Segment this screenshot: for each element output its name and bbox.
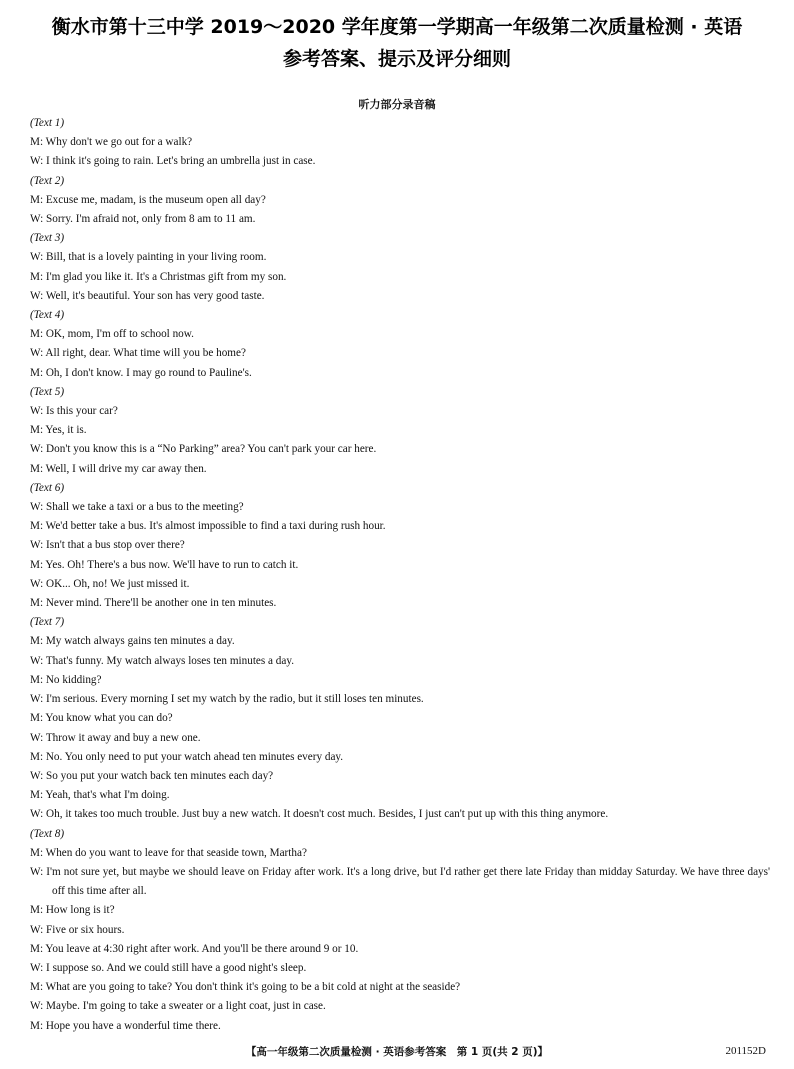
dialogue-line: M: No. You only need to put your watch ahead ten minutes every day.: [30, 750, 344, 763]
dialogue-line: W: Oh, it takes too much trouble. Just buy a new watch. It doesn't cost much. Besides, I just can't put up with this thing anymore.: [30, 808, 609, 821]
dialogue-line: W: I think it's going to rain. Let's bring an umbrella just in case.: [30, 155, 316, 168]
dialogue-line: W: So you put your watch back ten minutes each day?: [30, 769, 274, 782]
document-title: 衡水市第十三中学 2019～2020 学年度第一学期高一年级第二次质量检测 · 英语: [51, 16, 743, 38]
dialogue-line: W: That's funny. My watch always loses ten minutes a day.: [30, 654, 295, 667]
dialogue-line: W: Bill, that is a lovely painting in your living room.: [30, 251, 267, 264]
dialogue-line: W: Isn't that a bus stop over there?: [30, 539, 185, 552]
text-section-label: (Text 6): [30, 481, 65, 494]
dialogue-line: W: All right, dear. What time will you be home?: [30, 347, 246, 360]
dialogue-line: M: Oh, I don't know. I may go round to Pauline's.: [30, 366, 252, 379]
dialogue-line: W: Throw it away and buy a new one.: [30, 731, 201, 744]
text-section-label: (Text 8): [30, 827, 65, 840]
dialogue-line: M: Never mind. There'll be another one in ten minutes.: [30, 597, 277, 610]
dialogue-line: W: I suppose so. And we could still have a good night's sleep.: [30, 961, 307, 974]
text-section-label: (Text 1): [30, 117, 65, 129]
dialogue-line: M: You know what you can do?: [30, 712, 173, 725]
text-section-label: (Text 3): [30, 232, 65, 245]
page-footer: [0, 1044, 794, 1060]
dialogue-line: M: You leave at 4:30 right after work. And you'll be there around 9 or 10.: [30, 942, 359, 955]
dialogue-line: M: Why don't we go out for a walk?: [30, 136, 193, 149]
text-section-label: (Text 5): [30, 385, 65, 398]
dialogue-line: W: Is this your car?: [30, 405, 118, 418]
dialogue-line: M: Excuse me, madam, is the museum open all day?: [30, 193, 266, 206]
dialogue-line: W: Shall we take a taxi or a bus to the meeting?: [30, 501, 244, 514]
dialogue-line: M: Well, I will drive my car away then.: [30, 462, 207, 475]
transcript-body: [30, 114, 770, 1036]
dialogue-line: W: Don't you know this is a “No Parking” area? You can't park your car here.: [30, 443, 377, 456]
dialogue-line: W: Five or six hours.: [30, 923, 125, 936]
dialogue-line: W: Sorry. I'm afraid not, only from 8 am to 11 am.: [30, 213, 256, 226]
dialogue-line: M: What are you going to take? You don't think it's going to be a bit cold at night at the seaside?: [30, 981, 461, 994]
footer-page-info: 【高一年级第二次质量检测 · 英语参考答案 第 1 页(共 2 页)】: [245, 1046, 549, 1058]
dialogue-line: M: Hope you have a wonderful time there.: [30, 1019, 221, 1032]
dialogue-line: W: OK... Oh, no! We just missed it.: [30, 577, 190, 590]
text-section-label: (Text 2): [30, 174, 65, 187]
dialogue-line: M: My watch always gains ten minutes a day.: [30, 635, 235, 648]
dialogue-line: W: I'm serious. Every morning I set my watch by the radio, but it still loses ten minutes.: [30, 693, 424, 706]
dialogue-line: W: Maybe. I'm going to take a sweater or a light coat, just in case.: [30, 1000, 326, 1013]
text-section-label: (Text 7): [30, 616, 65, 629]
dialogue-line: M: OK, mom, I'm off to school now.: [30, 328, 194, 341]
dialogue-line: M: Yes. Oh! There's a bus now. We'll have to run to catch it.: [30, 558, 299, 571]
dialogue-line: W: Well, it's beautiful. Your son has very good taste.: [30, 289, 265, 302]
dialogue-line: W: I'm not sure yet, but maybe we should leave on Friday after work. It's a long drive, but I'd rather get there late Friday than midday Saturday. We have three days' off this time after all.: [30, 865, 770, 898]
dialogue-line: M: When do you want to leave for that seaside town, Martha?: [30, 846, 307, 859]
footer-doc-code: 201152D: [725, 1045, 766, 1057]
dialogue-line: M: We'd better take a bus. It's almost impossible to find a taxi during rush hour.: [30, 520, 386, 533]
text-section-label: (Text 4): [30, 309, 65, 322]
dialogue-line: M: I'm glad you like it. It's a Christmas gift from my son.: [30, 270, 287, 283]
section-title: 听力部分录音稿: [358, 98, 436, 111]
dialogue-line: M: No kidding?: [30, 673, 102, 686]
dialogue-line: M: Yes, it is.: [30, 424, 87, 437]
dialogue-line: M: Yeah, that's what I'm doing.: [30, 789, 170, 802]
dialogue-line: M: How long is it?: [30, 904, 115, 917]
document-subtitle: 参考答案、提示及评分细则: [282, 48, 511, 70]
